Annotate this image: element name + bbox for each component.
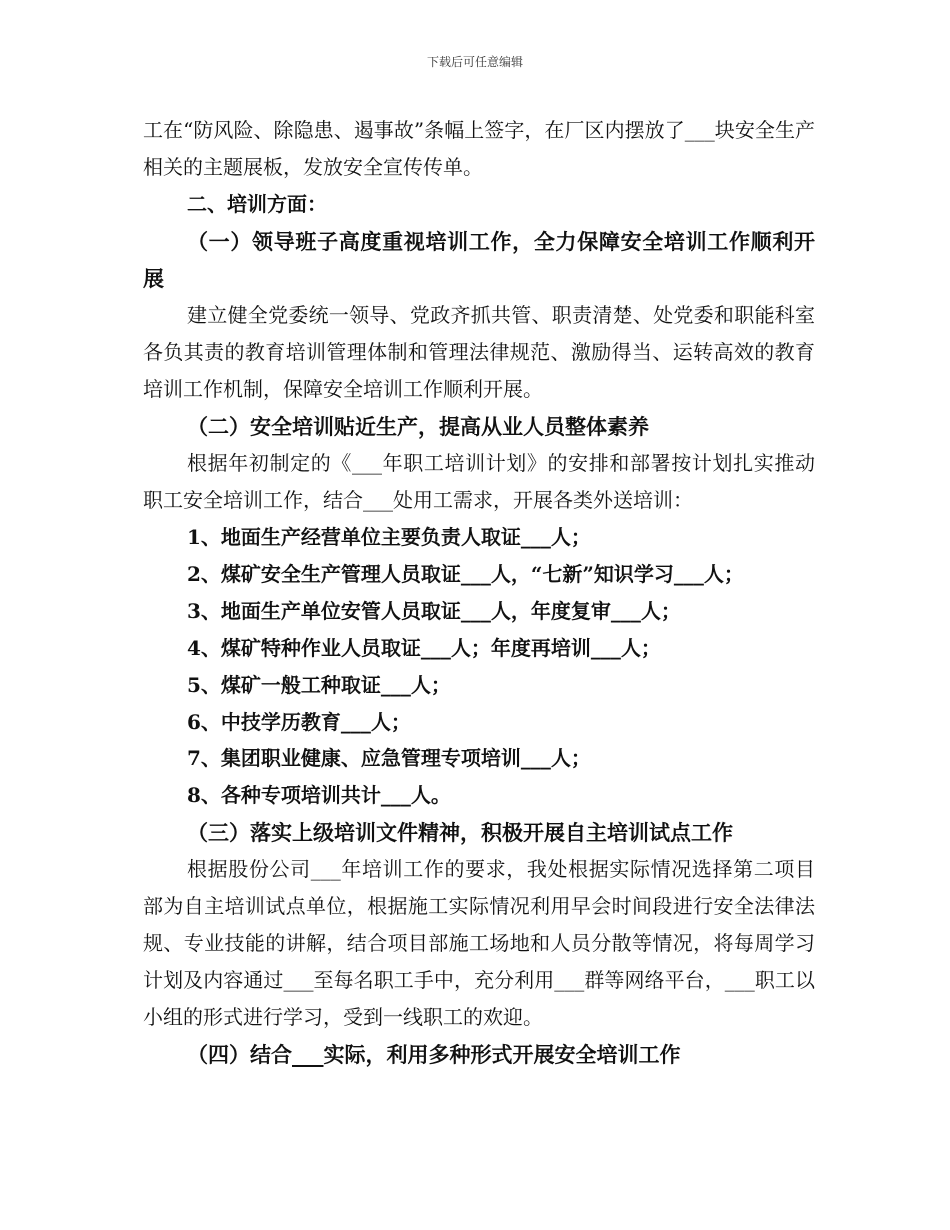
subsection-heading-2: （二）安全培训贴近生产，提高从业人员整体素养 (187, 414, 649, 439)
list-item: 5、煤矿一般工种取证___人； (187, 672, 451, 697)
subsection-heading-1: （一）领导班子高度重视培训工作，全力保障安全培训工作顺利开展 (143, 229, 815, 291)
list-item: 6、中技学历教育___人； (187, 709, 411, 734)
paragraph-3: 根据股份公司___年培训工作的要求，我处根据实际情况选择第二项目部为自主培训试点单位，根据施工实际情况利用早会时间段进行安全法律法规、专业技能的讲解，结合项目部施工场地和人员分散等情况，将每周学习计划及内容通过___至每名职工手中，充分利用___群等网络平台，___职工以小组的形式进行学习，受到一线职工的欢迎。 (143, 857, 815, 1030)
list-item: 3、地面生产单位安管人员取证___人，年度复审___人； (187, 598, 681, 623)
paragraph-intro: 工在“防风险、除隐患、遏事故”条幅上签字，在厂区内摆放了___块安全生产相关的主题展板，发放安全宣传传单。 (143, 118, 815, 179)
list-item: 7、集团职业健康、应急管理专项培训___人； (187, 746, 591, 771)
subsection-heading-3: （三）落实上级培训文件精神，积极开展自主培训试点工作 (187, 820, 733, 846)
list-item: 4、煤矿特种作业人员取证___人；年度再培训___人； (187, 635, 661, 660)
paragraph-2: 根据年初制定的《___年职工培训计划》的安排和部署按计划扎实推动职工安全培训工作，结合___处用工需求，开展各类外送培训： (143, 451, 815, 512)
list-item: 2、煤矿安全生产管理人员取证___人，“七新”知识学习___人； (187, 561, 744, 586)
subsection-heading-4: （四）结合___实际，利用多种形式开展安全培训工作 (187, 1042, 681, 1068)
paragraph-1: 建立健全党委统一领导、党政齐抓共管、职责清楚、处党委和职能科室各负其责的教育培训管理体制和管理法律规范、激励得当、运转高效的教育培训工作机制，保障安全培训工作顺利开展。 (143, 303, 815, 401)
list-item: 1、地面生产经营单位主要负责人取证___人； (187, 525, 591, 549)
list-item: 8、各种专项培训共计___人。 (187, 783, 451, 808)
document-body (143, 112, 815, 1073)
page-header-note: 下载后可任意编辑 (426, 55, 523, 69)
section-heading-training: 二、培训方面： (187, 192, 327, 216)
